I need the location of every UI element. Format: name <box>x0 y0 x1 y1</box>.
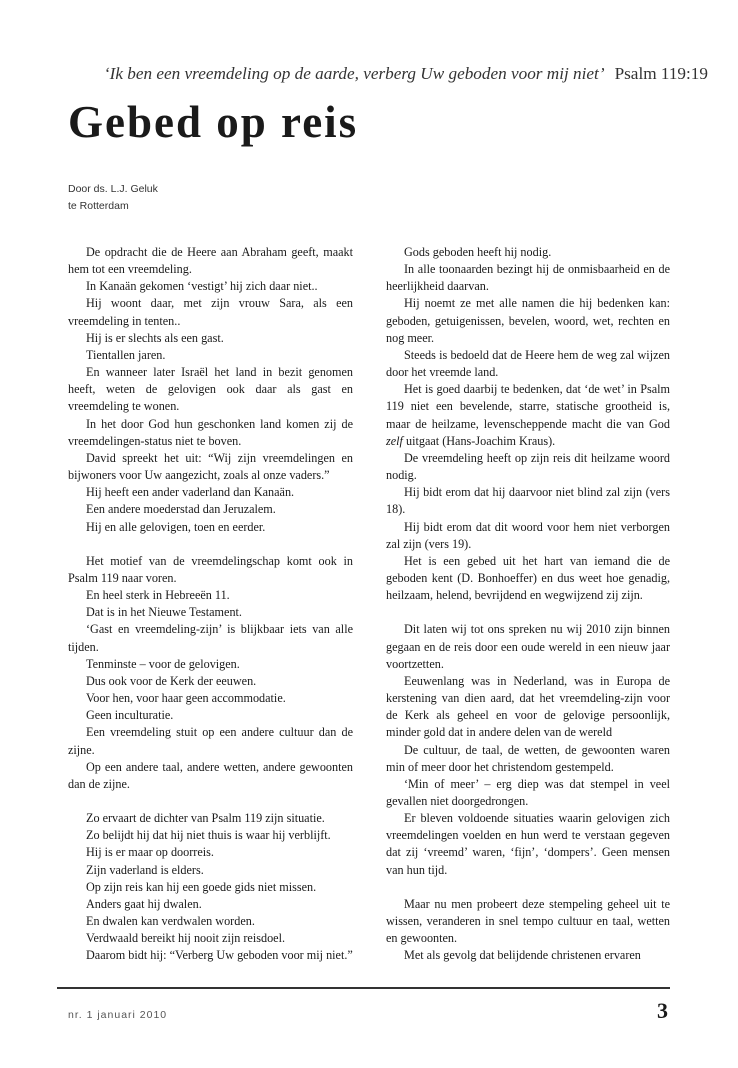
paragraph: Eeuwenlang was in Nederland, was in Europa de kerstening van dien aard, dat het vreemdeling-zijn voor de Kerk als geheel en voor de gelovige persoonlijk, minder gold dat in andere delen van de wereld <box>386 673 670 740</box>
paragraph: ‘Gast en vreemdeling-zijn’ is blijkbaar iets van alle tijden. <box>68 622 353 654</box>
paragraph: Er bleven voldoende situaties waarin gelovigen zich vreemdelingen voelden en hun werd te verstaan gegeven dat zij ‘vreemd’ waren, ‘fijn’, ‘dompers’. Geen mensen van hun tijd. <box>386 811 670 877</box>
paragraph <box>386 381 670 450</box>
epigraph <box>0 64 708 84</box>
paragraph: De cultuur, de taal, de wetten, de gewoonten waren min of meer door het christendom gestempeld. <box>386 742 670 774</box>
footer-divider <box>57 987 670 989</box>
article-column-left <box>68 244 353 965</box>
paragraph: De vreemdeling heeft op zijn reis dit heilzame woord nodig. <box>386 450 670 483</box>
paragraph: Tientallen jaren. <box>86 347 166 362</box>
paragraph: Hij woont daar, met zijn vrouw Sara, als een vreemdeling in tenten.. <box>68 296 353 328</box>
paragraph: David spreekt het uit: “Wij zijn vreemdelingen en bijwoners voor Uw aangezicht, zoals al onze vaders.” <box>68 450 353 483</box>
paragraph: Dat is in het Nieuwe Testament. <box>86 605 242 620</box>
paragraph: In alle toonaarden bezingt hij de onmisbaarheid en de heerlijkheid daarvan. <box>386 262 670 294</box>
epigraph-reference: Psalm 119:19 <box>614 64 708 83</box>
emphasis: zelf <box>386 433 403 448</box>
paragraph: Gods geboden heeft hij nodig. <box>404 245 552 259</box>
paragraph: Dit laten wij tot ons spreken nu wij 2010 zijn binnen gegaan en de reis door een oude wereld in een nieuw jaar voortzetten. <box>386 622 670 671</box>
article-title: Gebed op reis <box>68 97 359 147</box>
paragraph: Zo ervaart de dichter van Psalm 119 zijn situatie. <box>86 811 325 826</box>
paragraph: Steeds is bedoeld dat de Heere hem de weg zal wijzen door het vreemde land. <box>386 347 670 380</box>
paragraph: Tenminste – voor de gelovigen. <box>86 656 240 671</box>
paragraph: Hij bidt erom dat hij daarvoor niet blind zal zijn (vers 18). <box>386 485 670 517</box>
byline-author: Door ds. L.J. Geluk <box>68 183 158 195</box>
paragraph: De opdracht die de Heere aan Abraham geeft, maakt hem tot een vreemdeling. <box>68 245 353 277</box>
paragraph: Een vreemdeling stuit op een andere cultuur dan de zijne. <box>68 725 353 757</box>
paragraph: Het is een gebed uit het hart van iemand die de geboden kent (D. Bonhoeffer) en dus weet hoe genadig, heilzaam, helend, bevrijdend en wegwijzend zij zijn. <box>386 553 670 603</box>
paragraph: Zijn vaderland is elders. <box>86 862 204 877</box>
paragraph: Daarom bidt hij: “Verberg Uw geboden voor mij niet.” <box>86 948 353 963</box>
paragraph: Op een andere taal, andere wetten, andere gewoonten dan de zijne. <box>68 759 353 791</box>
paragraph-text: Het is goed daarbij te bedenken, dat ‘de wet’ in Psalm 119 niet een bevelende, starre, statische grootheid is, maar de heilzame, levenscheppende macht die van God <box>386 382 670 431</box>
paragraph: Zo belijdt hij dat hij niet thuis is waar hij verblijft. <box>86 828 331 843</box>
paragraph-text: uitgaat (Hans-Joachim Kraus). <box>405 433 556 448</box>
paragraph: In het door God hun geschonken land komen zij de vreemdelingen-status niet te boven. <box>68 416 353 448</box>
paragraph: Dus ook voor de Kerk der eeuwen. <box>86 673 257 688</box>
paragraph: En wanneer later Israël het land in bezit genomen heeft, weten de gelovigen ook daar als gast en vreemdeling te wonen. <box>68 365 353 414</box>
paragraph: En dwalen kan verdwalen worden. <box>86 914 255 929</box>
paragraph: Hij is er slechts als een gast. <box>86 330 224 345</box>
paragraph: Anders gaat hij dwalen. <box>86 896 202 911</box>
issue-info: nr. 1 januari 2010 <box>68 1009 168 1021</box>
paragraph: In Kanaän gekomen ‘vestigt’ hij zich daar niet.. <box>86 279 318 294</box>
paragraph: Verdwaald bereikt hij nooit zijn reisdoel. <box>86 931 286 946</box>
paragraph: Hij bidt erom dat dit woord voor hem niet verborgen zal zijn (vers 19). <box>386 519 670 551</box>
paragraph: Met als gevolg dat belijdende christenen ervaren <box>404 948 641 963</box>
paragraph: Maar nu men probeert deze stempeling geheel uit te wissen, veranderen in snel tempo cultuur en taal, wetten en gewoonten. <box>386 896 670 946</box>
paragraph: En heel sterk in Hebreeën 11. <box>86 588 230 603</box>
page-number: 3 <box>657 998 668 1023</box>
paragraph: Hij is er maar op doorreis. <box>86 845 214 860</box>
paragraph: Hij en alle gelovigen, toen en eerder. <box>86 519 266 534</box>
paragraph: Een andere moederstad dan Jeruzalem. <box>86 502 276 517</box>
paragraph: Geen inculturatie. <box>86 708 174 723</box>
paragraph: Hij heeft een ander vaderland dan Kanaän. <box>86 485 295 500</box>
paragraph: Voor hen, voor haar geen accommodatie. <box>86 691 286 706</box>
byline <box>68 181 158 215</box>
epigraph-quote: ‘Ik ben een vreemdeling op de aarde, verberg Uw geboden voor mij niet’ <box>103 64 605 83</box>
article-column-right <box>386 244 670 965</box>
byline-location: te Rotterdam <box>68 200 129 212</box>
paragraph: Het motief van de vreemdelingschap komt ook in Psalm 119 naar voren. <box>68 553 353 585</box>
paragraph: ‘Min of meer’ – erg diep was dat stempel in veel gevallen niet doorgedrongen. <box>386 776 670 808</box>
paragraph: Hij noemt ze met alle namen die hij bedenken kan: geboden, getuigenissen, bevelen, woord, wet, rechten en nog meer. <box>386 296 670 345</box>
paragraph: Op zijn reis kan hij een goede gids niet missen. <box>86 879 317 894</box>
